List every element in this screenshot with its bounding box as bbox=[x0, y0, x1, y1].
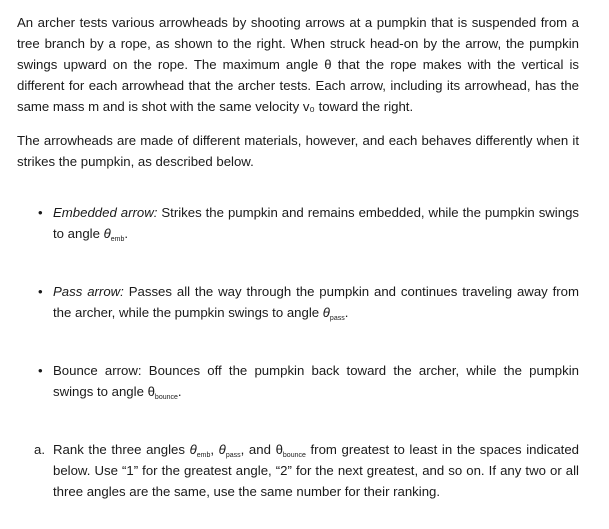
intro-line: same mass m and is shot with the same velocity v₀ toward the right. bbox=[17, 99, 414, 114]
list-item-pass-arrow bbox=[17, 281, 579, 323]
question-text: from greatest to least in the spaces indicated bbox=[305, 442, 579, 457]
angle-subscript: bounce bbox=[154, 394, 178, 401]
theta-symbol: θ bbox=[218, 442, 226, 457]
theta-symbol: θ bbox=[189, 442, 197, 457]
materials-line: it strikes the pumpkin, as described below. bbox=[17, 133, 580, 169]
separator: , and bbox=[240, 442, 276, 457]
question-a bbox=[17, 439, 579, 502]
bullet-icon: • bbox=[38, 205, 43, 220]
angle-subscript: emb bbox=[110, 236, 125, 243]
arrow-name: Bounce arrow: bbox=[53, 363, 142, 378]
intro-line: An archer tests various arrowheads by shooting arrows at a pumpkin that is suspended from a bbox=[17, 15, 579, 30]
angle-subscript: bounce bbox=[282, 452, 306, 459]
list-item-embedded-arrow bbox=[17, 202, 579, 244]
intro-line: tree branch by a rope, as shown to the right. When struck head-on by the arrow, the pumpkin bbox=[17, 36, 579, 51]
arrow-name: Pass arrow: bbox=[53, 284, 124, 299]
question-text: three angles are the same, use the same number for their ranking. bbox=[53, 484, 441, 499]
list-item-bounce-arrow bbox=[17, 360, 579, 402]
arrow-description: swings to angle bbox=[53, 205, 579, 241]
arrow-description: Passes all the way through the pumpkin and continues traveling away from bbox=[128, 284, 579, 299]
angle-subscript: pass bbox=[329, 315, 345, 322]
arrow-description: swings to angle bbox=[53, 384, 148, 399]
angle-subscript: emb bbox=[196, 452, 211, 459]
sentence-end: . bbox=[124, 226, 129, 241]
question-text: below. Use “1” for the greatest angle, “2” for the next greatest, and so on. If any two or all bbox=[53, 463, 579, 478]
theta-symbol: θ bbox=[103, 226, 111, 241]
theta-symbol: θ bbox=[275, 442, 283, 457]
arrow-name: Embedded arrow: bbox=[53, 205, 158, 220]
intro-line: different for each arrowhead that the archer tests. Each arrow, including its arrowhead, has the bbox=[17, 78, 579, 93]
arrow-types-list bbox=[17, 202, 579, 402]
bullet-icon: • bbox=[38, 363, 43, 378]
angle-subscript: pass bbox=[225, 452, 241, 459]
intro-paragraph bbox=[17, 12, 579, 117]
separator: , bbox=[210, 442, 219, 457]
arrow-description: Strikes the pumpkin and remains embedded, while the pumpkin bbox=[161, 205, 535, 220]
theta-symbol: θ bbox=[322, 305, 330, 320]
materials-paragraph bbox=[17, 130, 579, 172]
sentence-end: . bbox=[344, 305, 349, 320]
arrow-description: Bounces off the pumpkin back toward the archer, while the pumpkin bbox=[148, 363, 579, 378]
question-label: a. bbox=[34, 442, 45, 457]
bullet-icon: • bbox=[38, 284, 43, 299]
materials-line: The arrowheads are made of different materials, however, and each behaves differently when bbox=[17, 133, 569, 148]
intro-line: swings upward on the rope. The maximum angle θ that the rope makes with the vertical is bbox=[17, 57, 579, 72]
question-text: Rank the three angles bbox=[53, 442, 190, 457]
sentence-end: . bbox=[177, 384, 182, 399]
arrow-description: the archer, while the pumpkin swings to angle bbox=[53, 305, 323, 320]
theta-symbol: θ bbox=[147, 384, 155, 399]
